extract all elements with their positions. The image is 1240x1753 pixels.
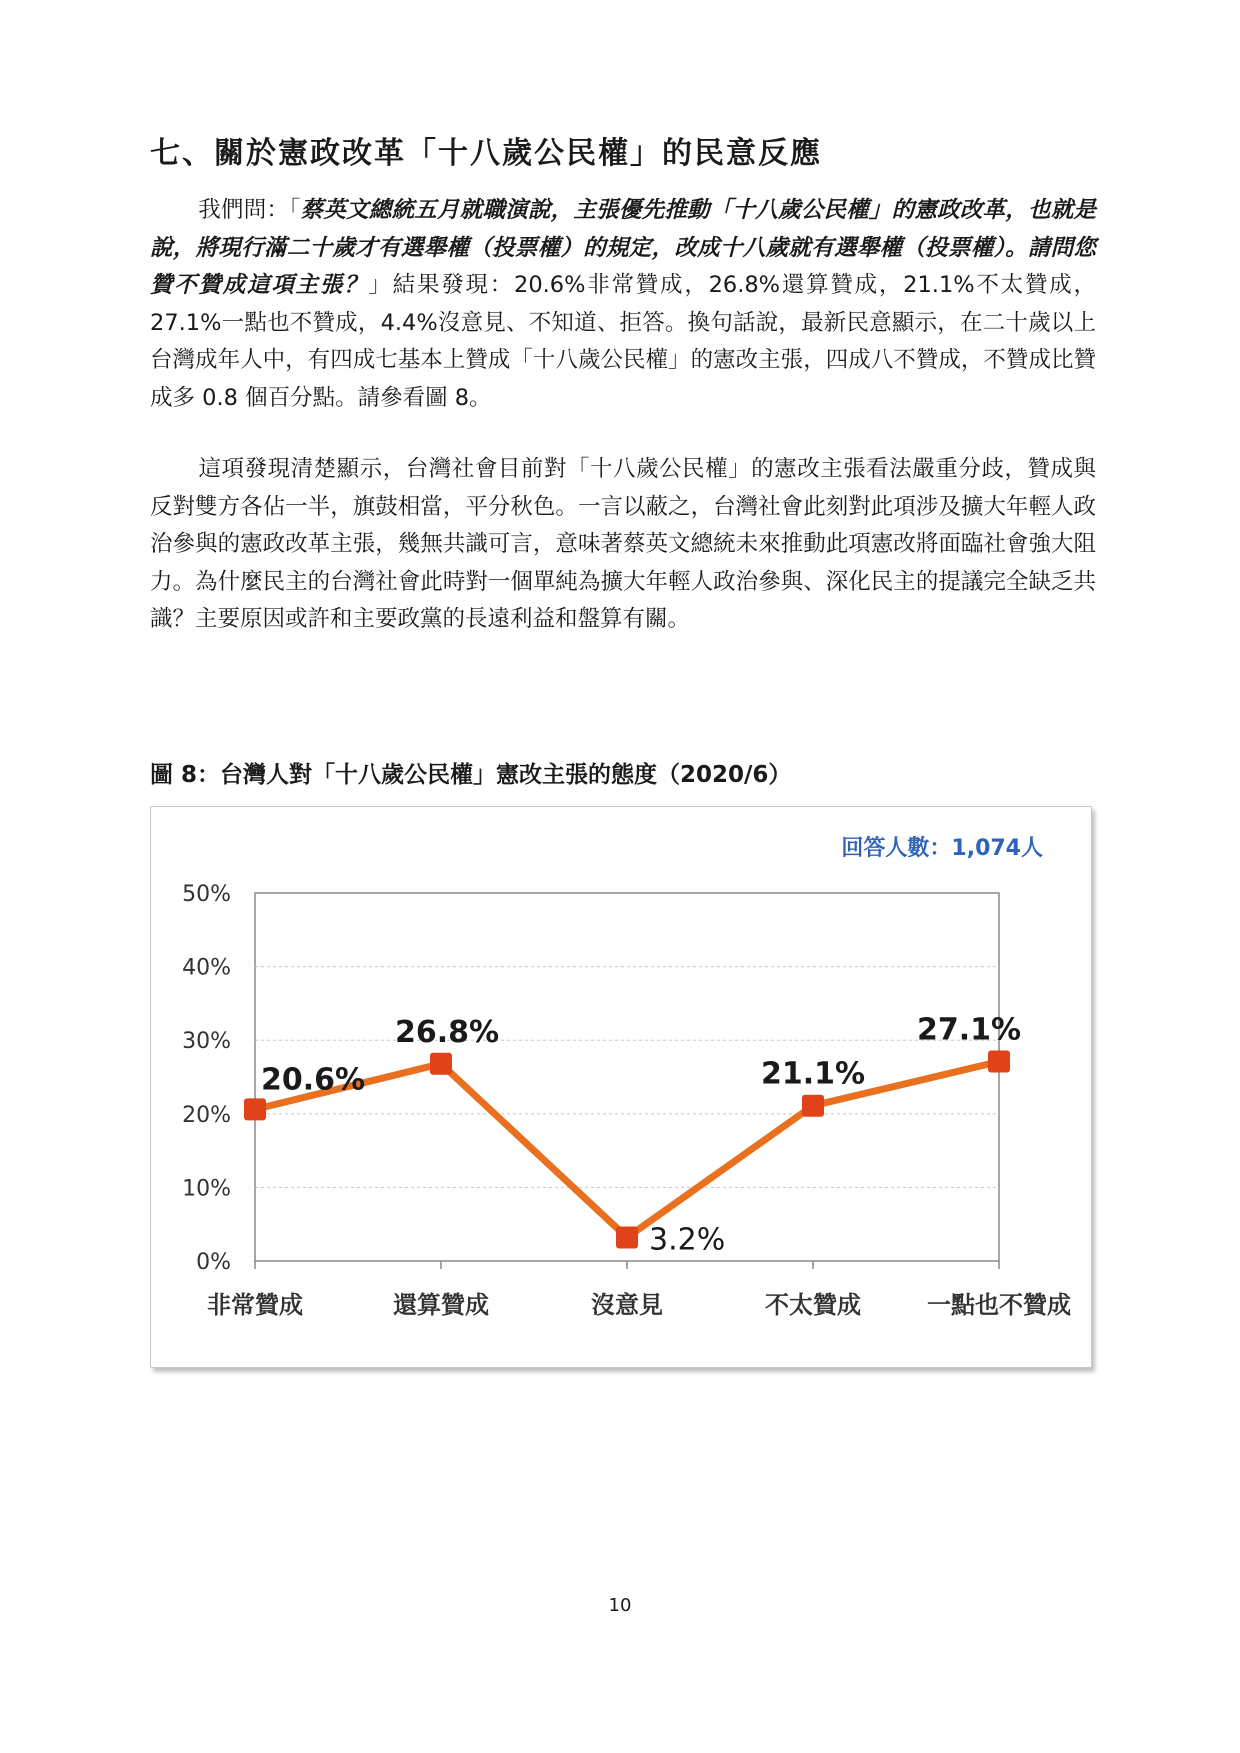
data-label: 27.1%: [916, 1012, 1022, 1048]
data-point-marker: [802, 1095, 824, 1117]
data-point-marker: [430, 1053, 452, 1075]
paragraph-analysis: [150, 451, 1096, 639]
y-tick-label: 30%: [182, 1029, 231, 1055]
x-tick-label: 非常贊成: [207, 1291, 303, 1319]
chart-container: [150, 806, 1092, 1368]
survey-question: 蔡英文總統五月就職演說，主張優先推動「十八歲公民權」的憲政改革，也就是說，將現行滿二十歲才有選舉權（投票權）的規定，改成十八歲就有選舉權（投票權）。請問您贊不贊成這項主張？: [150, 197, 1096, 298]
section-title: 七、關於憲政改革「十八歲公民權」的民意反應: [150, 136, 822, 171]
data-point-marker: [616, 1226, 638, 1248]
y-tick-label: 40%: [182, 955, 231, 981]
paragraph-survey-question: [150, 192, 1096, 417]
y-tick-label: 20%: [182, 1102, 231, 1128]
plot-area: [255, 893, 999, 1261]
data-label: 26.8%: [394, 1014, 500, 1050]
figure-caption: 圖 8：台灣人對「十八歲公民權」憲改主張的態度（2020/6）: [150, 762, 792, 788]
x-tick-label: 還算贊成: [393, 1291, 489, 1319]
analysis-text: 這項發現清楚顯示，台灣社會目前對「十八歲公民權」的憲改主張看法嚴重分歧，贊成與反對雙方各佔一半，旗鼓相當，平分秋色。一言以蔽之，台灣社會此刻對此項涉及擴大年輕人政治參與的憲政改革主張，幾無共識可言，意味著蔡英文總統未來推動此項憲改將面臨社會強大阻力。為什麼民主的台灣社會此時對一個單純為擴大年輕人政治參與、深化民主的提議完全缺乏共識？主要原因或許和主要政黨的長遠利益和盤算有關。: [150, 456, 1096, 632]
data-point-marker: [244, 1098, 266, 1120]
data-label: 21.1%: [760, 1056, 866, 1092]
page-number: 10: [608, 1595, 632, 1616]
data-label: 3.2%: [649, 1222, 726, 1258]
survey-result: 」結果發現：20.6%非常贊成，26.8%還算贊成，21.1%不太贊成，27.1%一點也不贊成，4.4%沒意見、不知道、拒答。換句話說，最新民意顯示，在二十歲以上台灣成年人中，有四成七基本上贊成「十八歲公民權」的憲改主張，四成八不贊成，不贊成比贊成多 0.8 個百分點。請參看圖 8。: [150, 272, 1096, 411]
x-tick-label: 不太贊成: [765, 1291, 861, 1319]
x-tick-label: 一點也不贊成: [927, 1291, 1071, 1319]
data-point-marker: [988, 1051, 1010, 1073]
line-chart: [151, 807, 1091, 1367]
y-tick-label: 10%: [182, 1176, 231, 1202]
question-lead: 我們問：「: [198, 197, 301, 223]
y-tick-label: 50%: [182, 882, 231, 907]
respondent-count-annotation: 回答人數：1,074人: [841, 836, 1043, 861]
x-tick-label: 沒意見: [591, 1291, 663, 1319]
y-tick-label: 0%: [196, 1250, 231, 1275]
data-label: 20.6%: [261, 1062, 366, 1098]
